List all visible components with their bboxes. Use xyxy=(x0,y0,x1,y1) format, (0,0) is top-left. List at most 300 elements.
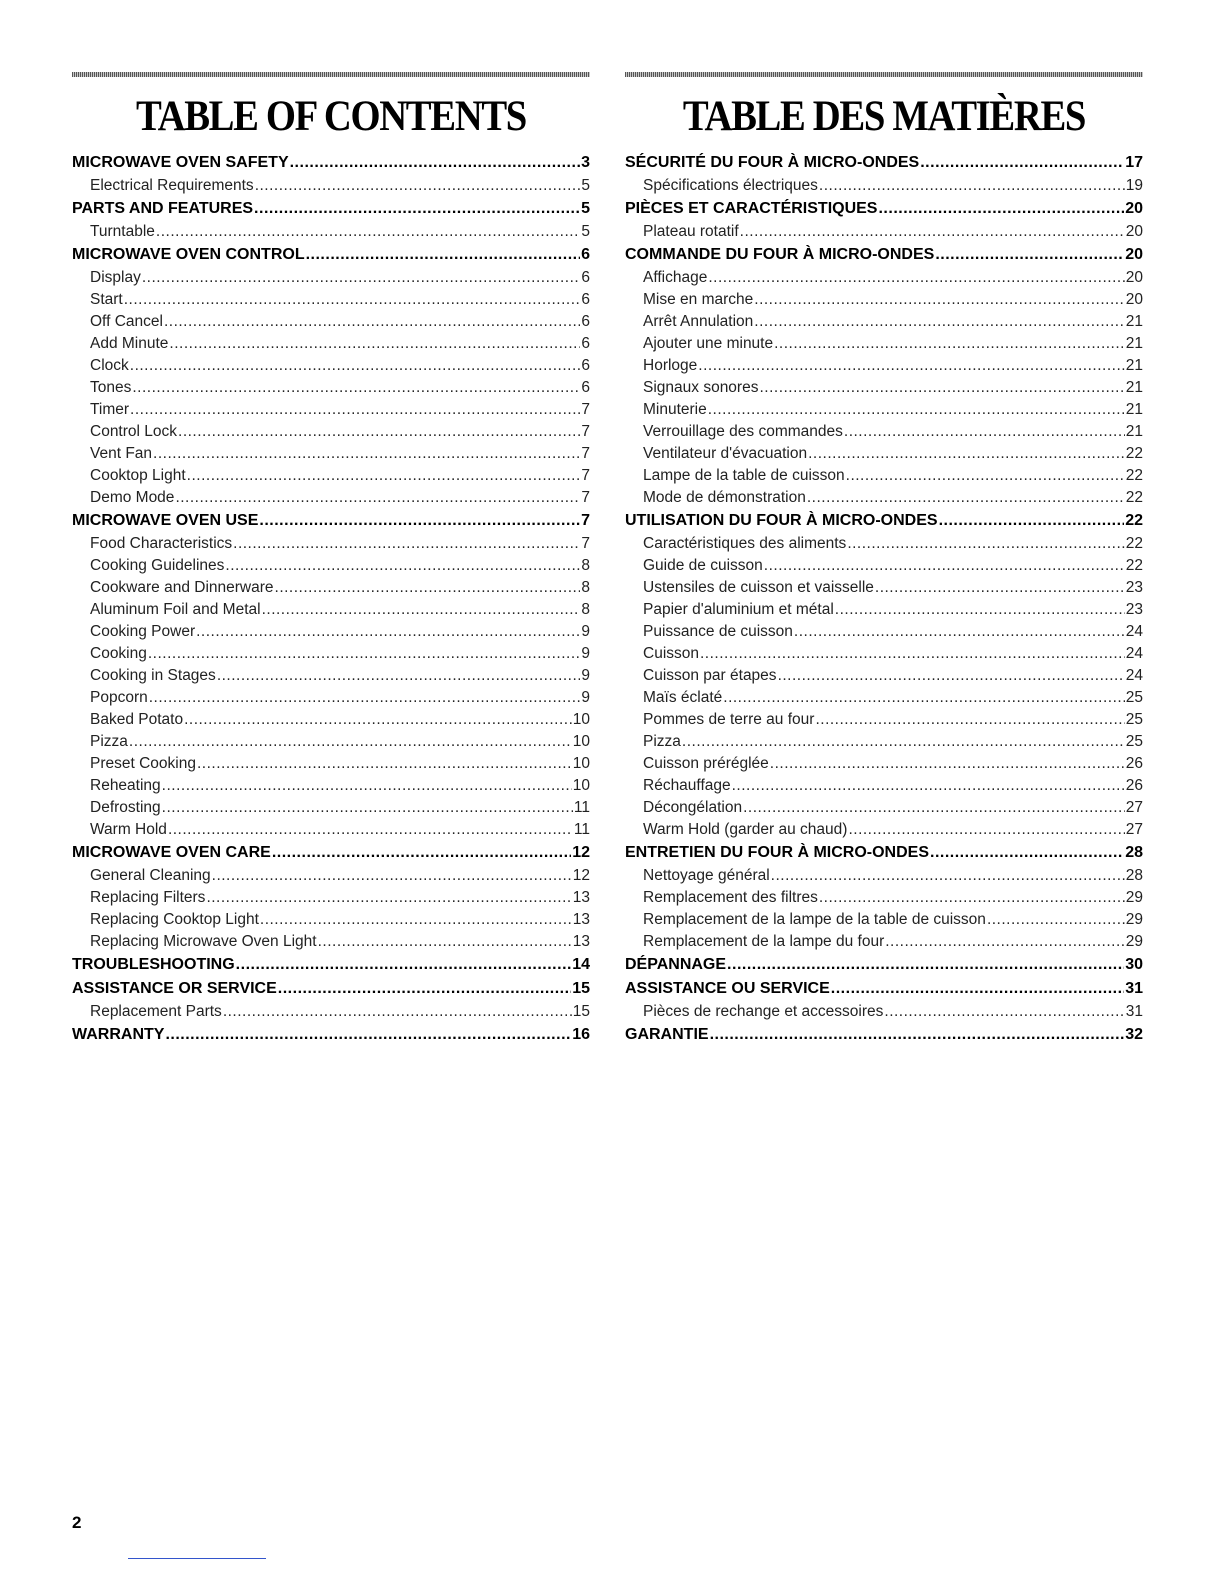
dot-leader xyxy=(130,399,580,421)
dot-leader xyxy=(723,687,1124,709)
toc-subentry xyxy=(625,909,1143,931)
dot-leader xyxy=(844,421,1125,443)
toc-entry-page: 7 xyxy=(581,445,590,462)
toc-entry-label: Remplacement de la lampe de la table de cuisson xyxy=(643,911,986,928)
toc-entry-page: 5 xyxy=(581,223,590,240)
dot-leader xyxy=(196,621,580,643)
french-toc-list xyxy=(625,151,1143,1047)
toc-entry-page: 10 xyxy=(572,733,590,750)
toc-section-entry xyxy=(72,151,590,175)
toc-entry-label: COMMANDE DU FOUR À MICRO-ONDES xyxy=(625,246,935,263)
toc-subentry xyxy=(72,487,590,509)
toc-section-entry xyxy=(625,151,1143,175)
toc-entry-label: Horloge xyxy=(643,357,698,374)
toc-entry-page: 3 xyxy=(581,154,590,171)
toc-subentry xyxy=(625,753,1143,775)
toc-entry-label: Lampe de la table de cuisson xyxy=(643,467,845,484)
toc-section-entry xyxy=(72,197,590,221)
toc-section-entry xyxy=(72,841,590,865)
dot-leader xyxy=(819,175,1125,197)
toc-subentry xyxy=(72,555,590,577)
toc-subentry xyxy=(625,533,1143,555)
dot-leader xyxy=(878,197,1124,221)
toc-section-entry xyxy=(72,509,590,533)
dot-leader xyxy=(764,555,1125,577)
dot-leader xyxy=(710,1023,1125,1047)
dot-leader xyxy=(754,289,1124,311)
toc-entry-label: Control Lock xyxy=(90,423,178,440)
toc-entry-page: 28 xyxy=(1125,844,1143,861)
toc-entry-page: 7 xyxy=(581,423,590,440)
footer-rule xyxy=(128,1558,266,1559)
toc-entry-label: Replacing Filters xyxy=(90,889,206,906)
dot-leader xyxy=(175,487,580,509)
toc-subentry xyxy=(72,599,590,621)
french-toc-column xyxy=(625,72,1143,1047)
dot-leader xyxy=(132,377,580,399)
toc-entry-label: Décongélation xyxy=(643,799,743,816)
toc-subentry xyxy=(625,267,1143,289)
dot-leader xyxy=(255,175,581,197)
toc-subentry xyxy=(72,1001,590,1023)
toc-subentry xyxy=(72,399,590,421)
toc-entry-label: UTILISATION DU FOUR À MICRO-ONDES xyxy=(625,512,938,529)
toc-entry-label: Pizza xyxy=(643,733,681,750)
dot-leader xyxy=(939,509,1125,533)
toc-entry-label: Clock xyxy=(90,357,129,374)
toc-entry-page: 23 xyxy=(1125,579,1143,596)
toc-subentry xyxy=(625,421,1143,443)
toc-entry-page: 8 xyxy=(581,579,590,596)
toc-entry-label: Pizza xyxy=(90,733,128,750)
dot-leader xyxy=(819,887,1125,909)
dot-leader xyxy=(708,399,1125,421)
toc-entry-label: Nettoyage général xyxy=(643,867,770,884)
toc-entry-page: 6 xyxy=(581,313,590,330)
dot-leader xyxy=(278,977,571,1001)
toc-entry-page: 6 xyxy=(581,291,590,308)
dot-leader xyxy=(184,709,572,731)
dot-leader xyxy=(148,643,581,665)
toc-entry-label: Replacing Microwave Oven Light xyxy=(90,933,317,950)
dot-leader xyxy=(759,377,1124,399)
toc-section-entry xyxy=(625,509,1143,533)
toc-entry-page: 13 xyxy=(572,889,590,906)
toc-entry-label: MICROWAVE OVEN CARE xyxy=(72,844,271,861)
toc-entry-label: Maïs éclaté xyxy=(643,689,723,706)
dot-leader xyxy=(732,775,1125,797)
dot-leader xyxy=(124,289,581,311)
toc-entry-page: 31 xyxy=(1125,1003,1143,1020)
toc-entry-page: 21 xyxy=(1125,379,1143,396)
toc-entry-label: WARRANTY xyxy=(72,1026,165,1043)
toc-entry-label: Verrouillage des commandes xyxy=(643,423,843,440)
dot-leader xyxy=(169,333,580,355)
dot-leader xyxy=(168,819,573,841)
toc-subentry xyxy=(625,443,1143,465)
dot-leader xyxy=(217,665,581,687)
dot-leader xyxy=(848,819,1124,841)
toc-entry-page: 22 xyxy=(1125,512,1143,529)
toc-subentry xyxy=(625,465,1143,487)
toc-section-entry xyxy=(72,243,590,267)
toc-entry-page: 22 xyxy=(1125,557,1143,574)
dot-leader xyxy=(847,533,1124,555)
english-toc-list xyxy=(72,151,590,1047)
dot-leader xyxy=(885,931,1125,953)
dot-leader xyxy=(178,421,580,443)
dot-leader xyxy=(808,443,1125,465)
toc-entry-page: 9 xyxy=(581,689,590,706)
toc-subentry xyxy=(72,643,590,665)
dot-leader xyxy=(206,887,571,909)
toc-entry-page: 15 xyxy=(572,980,590,997)
toc-subentry xyxy=(72,465,590,487)
toc-entry-page: 21 xyxy=(1125,313,1143,330)
toc-entry-label: Add Minute xyxy=(90,335,169,352)
toc-entry-page: 20 xyxy=(1125,269,1143,286)
toc-subentry xyxy=(625,333,1143,355)
toc-subentry xyxy=(72,221,590,243)
toc-subentry xyxy=(72,267,590,289)
toc-entry-label: Vent Fan xyxy=(90,445,153,462)
toc-entry-page: 6 xyxy=(581,357,590,374)
header-rule xyxy=(72,72,590,77)
dot-leader xyxy=(930,841,1124,865)
toc-subentry xyxy=(72,687,590,709)
toc-entry-label: Preset Cooking xyxy=(90,755,196,772)
toc-entry-page: 24 xyxy=(1125,667,1143,684)
toc-subentry xyxy=(72,533,590,555)
toc-entry-label: Papier d'aluminium et métal xyxy=(643,601,834,618)
toc-entry-page: 9 xyxy=(581,667,590,684)
toc-subentry xyxy=(625,819,1143,841)
toc-entry-label: Arrêt Annulation xyxy=(643,313,754,330)
toc-subentry xyxy=(625,399,1143,421)
dot-leader xyxy=(774,333,1125,355)
dot-leader xyxy=(254,197,580,221)
toc-entry-page: 21 xyxy=(1125,335,1143,352)
toc-entry-page: 7 xyxy=(581,535,590,552)
toc-entry-page: 13 xyxy=(572,933,590,950)
dot-leader xyxy=(987,909,1125,931)
toc-entry-page: 22 xyxy=(1125,467,1143,484)
dot-leader xyxy=(920,151,1124,175)
toc-entry-page: 31 xyxy=(1125,980,1143,997)
toc-entry-page: 22 xyxy=(1125,445,1143,462)
toc-entry-page: 27 xyxy=(1125,799,1143,816)
toc-entry-page: 28 xyxy=(1125,867,1143,884)
toc-subentry xyxy=(625,175,1143,197)
toc-entry-page: 21 xyxy=(1125,401,1143,418)
toc-entry-label: Cookware and Dinnerware xyxy=(90,579,274,596)
toc-entry-page: 6 xyxy=(581,246,590,263)
dot-leader xyxy=(236,953,572,977)
toc-entry-label: Signaux sonores xyxy=(643,379,759,396)
toc-entry-label: Mise en marche xyxy=(643,291,754,308)
dot-leader xyxy=(156,221,580,243)
toc-subentry xyxy=(72,709,590,731)
toc-entry-page: 8 xyxy=(581,601,590,618)
toc-entry-label: Cooking Power xyxy=(90,623,196,640)
toc-entry-label: Warm Hold xyxy=(90,821,167,838)
toc-subentry xyxy=(625,621,1143,643)
toc-entry-label: Cuisson préréglée xyxy=(643,755,769,772)
toc-entry-label: Plateau rotatif xyxy=(643,223,739,240)
toc-entry-page: 27 xyxy=(1125,821,1143,838)
toc-entry-label: Cooking in Stages xyxy=(90,667,216,684)
toc-subentry xyxy=(72,355,590,377)
toc-subentry xyxy=(625,887,1143,909)
toc-subentry xyxy=(72,887,590,909)
toc-entry-page: 25 xyxy=(1125,689,1143,706)
dot-leader xyxy=(233,533,580,555)
dot-leader xyxy=(875,577,1125,599)
toc-entry-page: 17 xyxy=(1125,154,1143,171)
toc-entry-label: Start xyxy=(90,291,123,308)
toc-entry-label: Réchauffage xyxy=(643,777,731,794)
dot-leader xyxy=(153,443,580,465)
toc-subentry xyxy=(625,865,1143,887)
dot-leader xyxy=(212,865,572,887)
dot-leader xyxy=(754,311,1124,333)
toc-subentry xyxy=(72,909,590,931)
toc-section-entry xyxy=(625,953,1143,977)
toc-entry-page: 20 xyxy=(1125,291,1143,308)
toc-subentry xyxy=(625,355,1143,377)
toc-entry-page: 7 xyxy=(581,467,590,484)
toc-section-entry xyxy=(625,977,1143,1001)
toc-entry-label: PIÈCES ET CARACTÉRISTIQUES xyxy=(625,200,878,217)
toc-entry-label: Tones xyxy=(90,379,132,396)
toc-subentry xyxy=(72,289,590,311)
toc-subentry xyxy=(72,175,590,197)
toc-subentry xyxy=(625,599,1143,621)
toc-entry-page: 6 xyxy=(581,379,590,396)
toc-entry-label: General Cleaning xyxy=(90,867,211,884)
toc-subentry xyxy=(72,621,590,643)
toc-entry-label: Defrosting xyxy=(90,799,161,816)
toc-entry-label: Remplacement des filtres xyxy=(643,889,818,906)
toc-subentry xyxy=(625,311,1143,333)
toc-entry-page: 11 xyxy=(573,821,590,838)
toc-entry-label: MICROWAVE OVEN SAFETY xyxy=(72,154,289,171)
dot-leader xyxy=(815,709,1124,731)
toc-subentry xyxy=(72,377,590,399)
toc-subentry xyxy=(72,865,590,887)
toc-entry-page: 29 xyxy=(1125,911,1143,928)
toc-entry-page: 6 xyxy=(581,269,590,286)
toc-entry-label: Cooking Guidelines xyxy=(90,557,225,574)
toc-section-entry xyxy=(72,953,590,977)
toc-entry-label: PARTS AND FEATURES xyxy=(72,200,254,217)
toc-subentry xyxy=(625,797,1143,819)
toc-entry-label: Aluminum Foil and Metal xyxy=(90,601,261,618)
toc-entry-page: 21 xyxy=(1125,423,1143,440)
toc-entry-label: TROUBLESHOOTING xyxy=(72,956,235,973)
dot-leader xyxy=(262,599,581,621)
dot-leader xyxy=(275,577,581,599)
toc-entry-label: Cooking xyxy=(90,645,147,662)
dot-leader xyxy=(778,665,1125,687)
toc-entry-page: 32 xyxy=(1125,1026,1143,1043)
toc-entry-label: Food Characteristics xyxy=(90,535,233,552)
toc-subentry xyxy=(625,687,1143,709)
toc-entry-label: Pommes de terre au four xyxy=(643,711,815,728)
dot-leader xyxy=(162,797,573,819)
toc-subentry xyxy=(72,421,590,443)
toc-subentry xyxy=(625,577,1143,599)
dot-leader xyxy=(223,1001,572,1023)
toc-entry-page: 21 xyxy=(1125,357,1143,374)
english-toc-column xyxy=(72,72,590,1047)
toc-entry-page: 8 xyxy=(581,557,590,574)
toc-subentry xyxy=(72,797,590,819)
toc-entry-page: 14 xyxy=(572,956,590,973)
toc-subentry xyxy=(625,289,1143,311)
toc-entry-label: Cuisson par étapes xyxy=(643,667,777,684)
toc-entry-page: 29 xyxy=(1125,889,1143,906)
toc-entry-label: Electrical Requirements xyxy=(90,177,254,194)
toc-entry-label: Puissance de cuisson xyxy=(643,623,793,640)
dot-leader xyxy=(318,931,572,953)
toc-entry-page: 24 xyxy=(1125,623,1143,640)
toc-entry-page: 10 xyxy=(572,711,590,728)
toc-entry-label: Ventilateur d'évacuation xyxy=(643,445,808,462)
toc-entry-label: Replacement Parts xyxy=(90,1003,222,1020)
toc-entry-label: Popcorn xyxy=(90,689,148,706)
dot-leader xyxy=(197,753,572,775)
toc-entry-label: Reheating xyxy=(90,777,161,794)
toc-subentry xyxy=(625,731,1143,753)
toc-entry-page: 5 xyxy=(581,177,590,194)
header-rule xyxy=(625,72,1143,77)
toc-subentry xyxy=(72,443,590,465)
dot-leader xyxy=(884,1001,1124,1023)
toc-entry-label: DÉPANNAGE xyxy=(625,956,727,973)
toc-entry-page: 9 xyxy=(581,623,590,640)
toc-entry-label: Baked Potato xyxy=(90,711,184,728)
dot-leader xyxy=(165,1023,571,1047)
toc-entry-page: 22 xyxy=(1125,489,1143,506)
toc-entry-label: Timer xyxy=(90,401,130,418)
toc-entry-label: Warm Hold (garder au chaud) xyxy=(643,821,848,838)
toc-entry-page: 12 xyxy=(572,844,590,861)
toc-entry-page: 20 xyxy=(1125,200,1143,217)
dot-leader xyxy=(807,487,1125,509)
toc-section-entry xyxy=(72,977,590,1001)
toc-entry-page: 24 xyxy=(1125,645,1143,662)
dot-leader xyxy=(727,953,1124,977)
toc-entry-label: Remplacement de la lampe du four xyxy=(643,933,885,950)
dot-leader xyxy=(743,797,1125,819)
toc-subentry xyxy=(625,931,1143,953)
toc-entry-page: 20 xyxy=(1125,223,1143,240)
dot-leader xyxy=(770,753,1125,775)
toc-section-entry xyxy=(625,841,1143,865)
dot-leader xyxy=(831,977,1124,1001)
toc-entry-page: 12 xyxy=(572,867,590,884)
toc-entry-page: 22 xyxy=(1125,535,1143,552)
toc-entry-page: 19 xyxy=(1125,177,1143,194)
toc-entry-label: Turntable xyxy=(90,223,155,240)
dot-leader xyxy=(290,151,580,175)
toc-subentry xyxy=(72,775,590,797)
toc-entry-label: ASSISTANCE OU SERVICE xyxy=(625,980,830,997)
toc-entry-label: ASSISTANCE OR SERVICE xyxy=(72,980,277,997)
toc-entry-page: 26 xyxy=(1125,755,1143,772)
dot-leader xyxy=(162,775,572,797)
toc-entry-page: 13 xyxy=(572,911,590,928)
toc-entry-label: Off Cancel xyxy=(90,313,163,330)
toc-entry-label: Ajouter une minute xyxy=(643,335,774,352)
dot-leader xyxy=(771,865,1125,887)
toc-section-entry xyxy=(625,243,1143,267)
toc-entry-page: 16 xyxy=(572,1026,590,1043)
toc-entry-label: Cooktop Light xyxy=(90,467,186,484)
toc-entry-page: 30 xyxy=(1125,956,1143,973)
toc-section-entry xyxy=(625,1023,1143,1047)
dot-leader xyxy=(935,243,1124,267)
toc-subentry xyxy=(625,643,1143,665)
dot-leader xyxy=(272,841,571,865)
dot-leader xyxy=(225,555,580,577)
toc-entry-page: 25 xyxy=(1125,711,1143,728)
dot-leader xyxy=(700,643,1125,665)
toc-entry-label: Display xyxy=(90,269,141,286)
dot-leader xyxy=(846,465,1125,487)
toc-entry-label: Caractéristiques des aliments xyxy=(643,535,847,552)
dot-leader xyxy=(142,267,581,289)
toc-subentry xyxy=(72,753,590,775)
english-toc-title: TABLE OF CONTENTS xyxy=(136,93,526,140)
toc-entry-page: 7 xyxy=(581,512,590,529)
toc-entry-label: Mode de démonstration xyxy=(643,489,806,506)
toc-entry-label: Demo Mode xyxy=(90,489,175,506)
dot-leader xyxy=(682,731,1125,753)
toc-entry-label: Minuterie xyxy=(643,401,707,418)
dot-leader xyxy=(260,909,572,931)
toc-entry-page: 11 xyxy=(573,799,590,816)
dot-leader xyxy=(306,243,581,267)
toc-entry-label: MICROWAVE OVEN USE xyxy=(72,512,259,529)
toc-entry-label: Cuisson xyxy=(643,645,699,662)
toc-subentry xyxy=(72,577,590,599)
dot-leader xyxy=(740,221,1125,243)
dot-leader xyxy=(149,687,581,709)
toc-subentry xyxy=(72,665,590,687)
toc-subentry xyxy=(72,731,590,753)
dot-leader xyxy=(698,355,1124,377)
toc-subentry xyxy=(72,931,590,953)
toc-subentry xyxy=(625,1001,1143,1023)
toc-entry-label: Ustensiles de cuisson et vaisselle xyxy=(643,579,874,596)
dot-leader xyxy=(835,599,1125,621)
toc-entry-label: ENTRETIEN DU FOUR À MICRO-ONDES xyxy=(625,844,929,861)
toc-entry-page: 20 xyxy=(1125,246,1143,263)
toc-entry-label: Affichage xyxy=(643,269,708,286)
toc-entry-label: MICROWAVE OVEN CONTROL xyxy=(72,246,305,263)
toc-subentry xyxy=(625,555,1143,577)
dot-leader xyxy=(708,267,1124,289)
french-toc-title: TABLE DES MATIÈRES xyxy=(682,93,1086,140)
dot-leader xyxy=(130,355,581,377)
toc-entry-page: 26 xyxy=(1125,777,1143,794)
toc-subentry xyxy=(625,709,1143,731)
toc-entry-page: 9 xyxy=(581,645,590,662)
toc-section-entry xyxy=(72,1023,590,1047)
toc-entry-page: 5 xyxy=(581,200,590,217)
